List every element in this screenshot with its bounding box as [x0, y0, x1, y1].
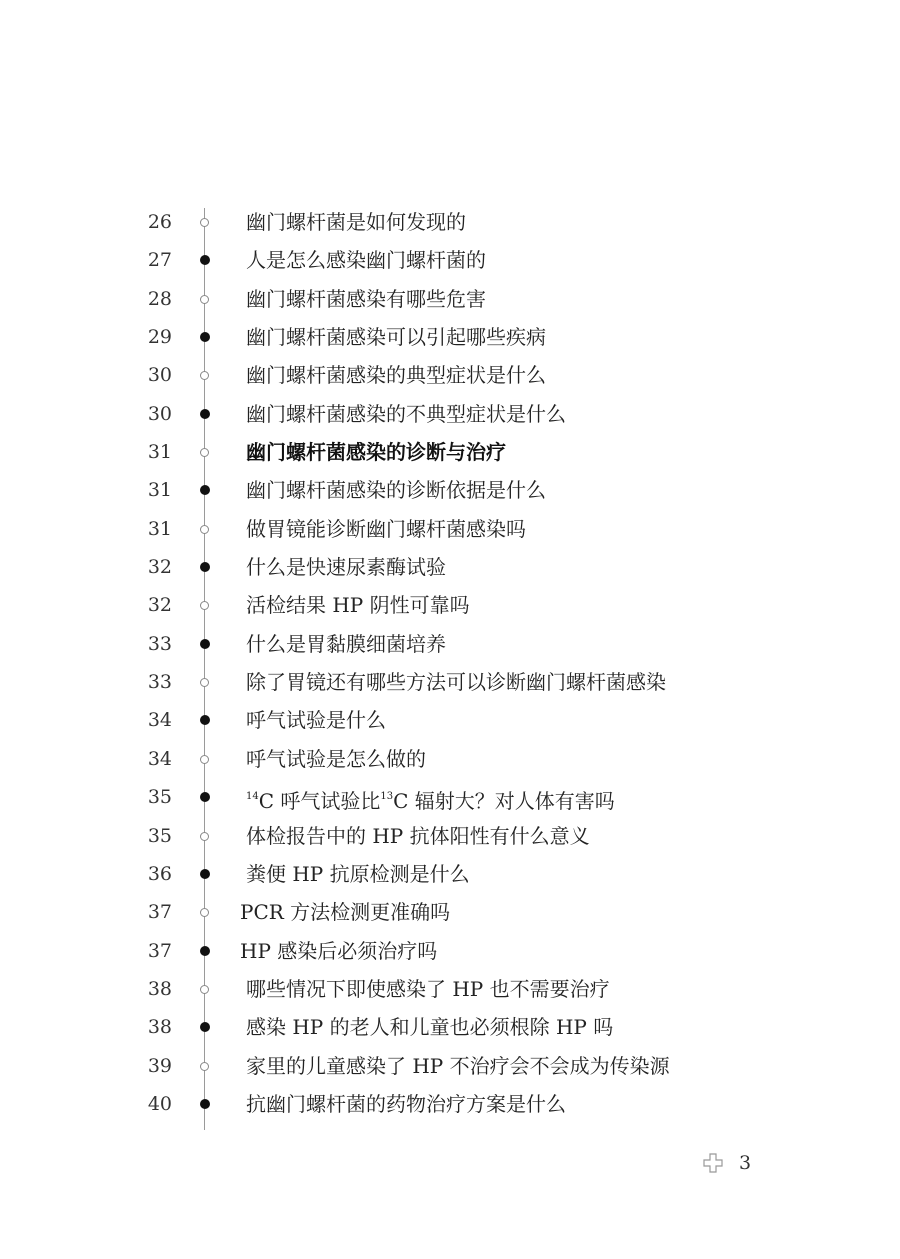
toc-row[interactable] — [0, 471, 900, 509]
toc-row[interactable] — [0, 893, 900, 931]
toc-entry-title: HP 感染后必须治疗吗 — [240, 938, 438, 963]
toc-page-number: 36 — [147, 862, 172, 885]
toc-entry-title: 除了胃镜还有哪些方法可以诊断幽门螺杆菌感染 — [246, 670, 666, 695]
hollow-bullet-icon — [200, 1062, 209, 1071]
toc-entry-title: 幽门螺杆菌感染有哪些危害 — [246, 286, 486, 311]
toc-page-number: 37 — [147, 939, 172, 962]
toc-entry-title: 活检结果 HP 阴性可靠吗 — [246, 593, 470, 618]
toc-page-number: 32 — [147, 594, 172, 617]
toc-page-number: 34 — [147, 747, 172, 770]
toc-page-number: 35 — [147, 824, 172, 847]
toc-entry-title: 感染 HP 的老人和儿童也必须根除 HP 吗 — [246, 1015, 614, 1040]
toc-page-number: 38 — [147, 1016, 172, 1039]
toc-title-part: C 呼气试验比 — [258, 789, 381, 814]
toc-row[interactable] — [0, 970, 900, 1008]
toc-entry-title: 呼气试验是什么 — [246, 708, 386, 733]
solid-bullet-icon — [200, 485, 210, 495]
solid-bullet-icon — [200, 639, 210, 649]
solid-bullet-icon — [200, 792, 210, 802]
toc-row[interactable] — [0, 548, 900, 586]
toc-entry-title: 幽门螺杆菌感染的诊断依据是什么 — [246, 478, 546, 503]
toc-row[interactable] — [0, 855, 900, 893]
toc-entry-title: 人是怎么感染幽门螺杆菌的 — [246, 248, 486, 273]
hollow-bullet-icon — [200, 908, 209, 917]
toc-row[interactable] — [0, 241, 900, 279]
toc-row[interactable] — [0, 510, 900, 548]
toc-row[interactable] — [0, 778, 900, 816]
toc-page-number: 34 — [147, 709, 172, 732]
isotope-superscript: 13 — [380, 791, 394, 803]
toc-row[interactable] — [0, 817, 900, 855]
toc-entry-title: 什么是胃黏膜细菌培养 — [246, 631, 446, 656]
toc-page-number: 37 — [147, 901, 172, 924]
toc-page-number: 31 — [147, 479, 172, 502]
toc-page-number: 32 — [147, 556, 172, 579]
toc-row[interactable] — [0, 318, 900, 356]
toc-row[interactable] — [0, 932, 900, 970]
hollow-bullet-icon — [200, 218, 209, 227]
hollow-bullet-icon — [200, 525, 209, 534]
toc-row[interactable] — [0, 625, 900, 663]
solid-bullet-icon — [200, 869, 210, 879]
toc-row[interactable] — [0, 586, 900, 624]
toc-title-part: C 辐射大？对人体有害吗 — [393, 789, 615, 814]
toc-row[interactable] — [0, 356, 900, 394]
toc-entry-title: 呼气试验是怎么做的 — [246, 746, 426, 771]
cross-outline-icon — [703, 1153, 723, 1173]
toc-page-number: 35 — [147, 786, 172, 809]
toc-row[interactable] — [0, 1008, 900, 1046]
solid-bullet-icon — [200, 562, 210, 572]
toc-page-number: 38 — [147, 977, 172, 1000]
solid-bullet-icon — [200, 255, 210, 265]
toc-row[interactable] — [0, 203, 900, 241]
hollow-bullet-icon — [200, 755, 209, 764]
toc-entry-title: PCR 方法检测更准确吗 — [240, 900, 451, 925]
toc-page-number: 29 — [147, 326, 172, 349]
solid-bullet-icon — [200, 946, 210, 956]
solid-bullet-icon — [200, 715, 210, 725]
page-number: 3 — [739, 1152, 752, 1174]
toc-page-number: 33 — [147, 632, 172, 655]
hollow-bullet-icon — [200, 832, 209, 841]
toc-row[interactable] — [0, 1047, 900, 1085]
toc-page-number: 39 — [147, 1054, 172, 1077]
toc-entry-title: 粪便 HP 抗原检测是什么 — [246, 861, 470, 886]
toc-entry-title: 哪些情况下即使感染了 HP 也不需要治疗 — [246, 976, 610, 1001]
toc-entry-title: 体检报告中的 HP 抗体阳性有什么意义 — [246, 823, 590, 848]
isotope-superscript: 14 — [246, 791, 259, 803]
toc-row[interactable] — [0, 663, 900, 701]
toc-entry-title — [246, 784, 615, 814]
toc-page-number: 30 — [147, 364, 172, 387]
toc-entry-title: 幽门螺杆菌感染的典型症状是什么 — [246, 363, 546, 388]
toc-page-number: 31 — [147, 441, 172, 464]
toc-row[interactable] — [0, 1085, 900, 1123]
hollow-bullet-icon — [200, 448, 209, 457]
hollow-bullet-icon — [200, 678, 209, 687]
toc-entry-title: 做胃镜能诊断幽门螺杆菌感染吗 — [246, 516, 526, 541]
toc-row[interactable] — [0, 280, 900, 318]
toc-page-number: 26 — [147, 211, 172, 233]
solid-bullet-icon — [200, 332, 210, 342]
toc-entry-title: 幽门螺杆菌是如何发现的 — [246, 210, 466, 234]
hollow-bullet-icon — [200, 295, 209, 304]
toc-entry-title: 幽门螺杆菌感染可以引起哪些疾病 — [246, 325, 546, 350]
solid-bullet-icon — [200, 1099, 210, 1109]
toc-row[interactable] — [0, 701, 900, 739]
toc-section-heading: 幽门螺杆菌感染的诊断与治疗 — [246, 440, 506, 465]
hollow-bullet-icon — [200, 985, 209, 994]
toc-entry-title: 幽门螺杆菌感染的不典型症状是什么 — [246, 401, 566, 426]
toc-page-number: 27 — [147, 249, 172, 272]
solid-bullet-icon — [200, 1022, 210, 1032]
toc-row[interactable] — [0, 433, 900, 471]
table-of-contents — [0, 203, 900, 1123]
toc-entry-title: 家里的儿童感染了 HP 不治疗会不会成为传染源 — [246, 1053, 670, 1078]
toc-row[interactable] — [0, 740, 900, 778]
toc-row[interactable] — [0, 395, 900, 433]
hollow-bullet-icon — [200, 601, 209, 610]
toc-page-number: 33 — [147, 671, 172, 694]
solid-bullet-icon — [200, 409, 210, 419]
toc-page-number: 40 — [147, 1092, 172, 1115]
toc-page-number: 28 — [147, 287, 172, 310]
hollow-bullet-icon — [200, 371, 209, 380]
toc-entry-title: 抗幽门螺杆菌的药物治疗方案是什么 — [246, 1091, 566, 1116]
toc-page-number: 30 — [147, 402, 172, 425]
toc-page-number: 31 — [147, 517, 172, 540]
toc-entry-title: 什么是快速尿素酶试验 — [246, 555, 446, 580]
